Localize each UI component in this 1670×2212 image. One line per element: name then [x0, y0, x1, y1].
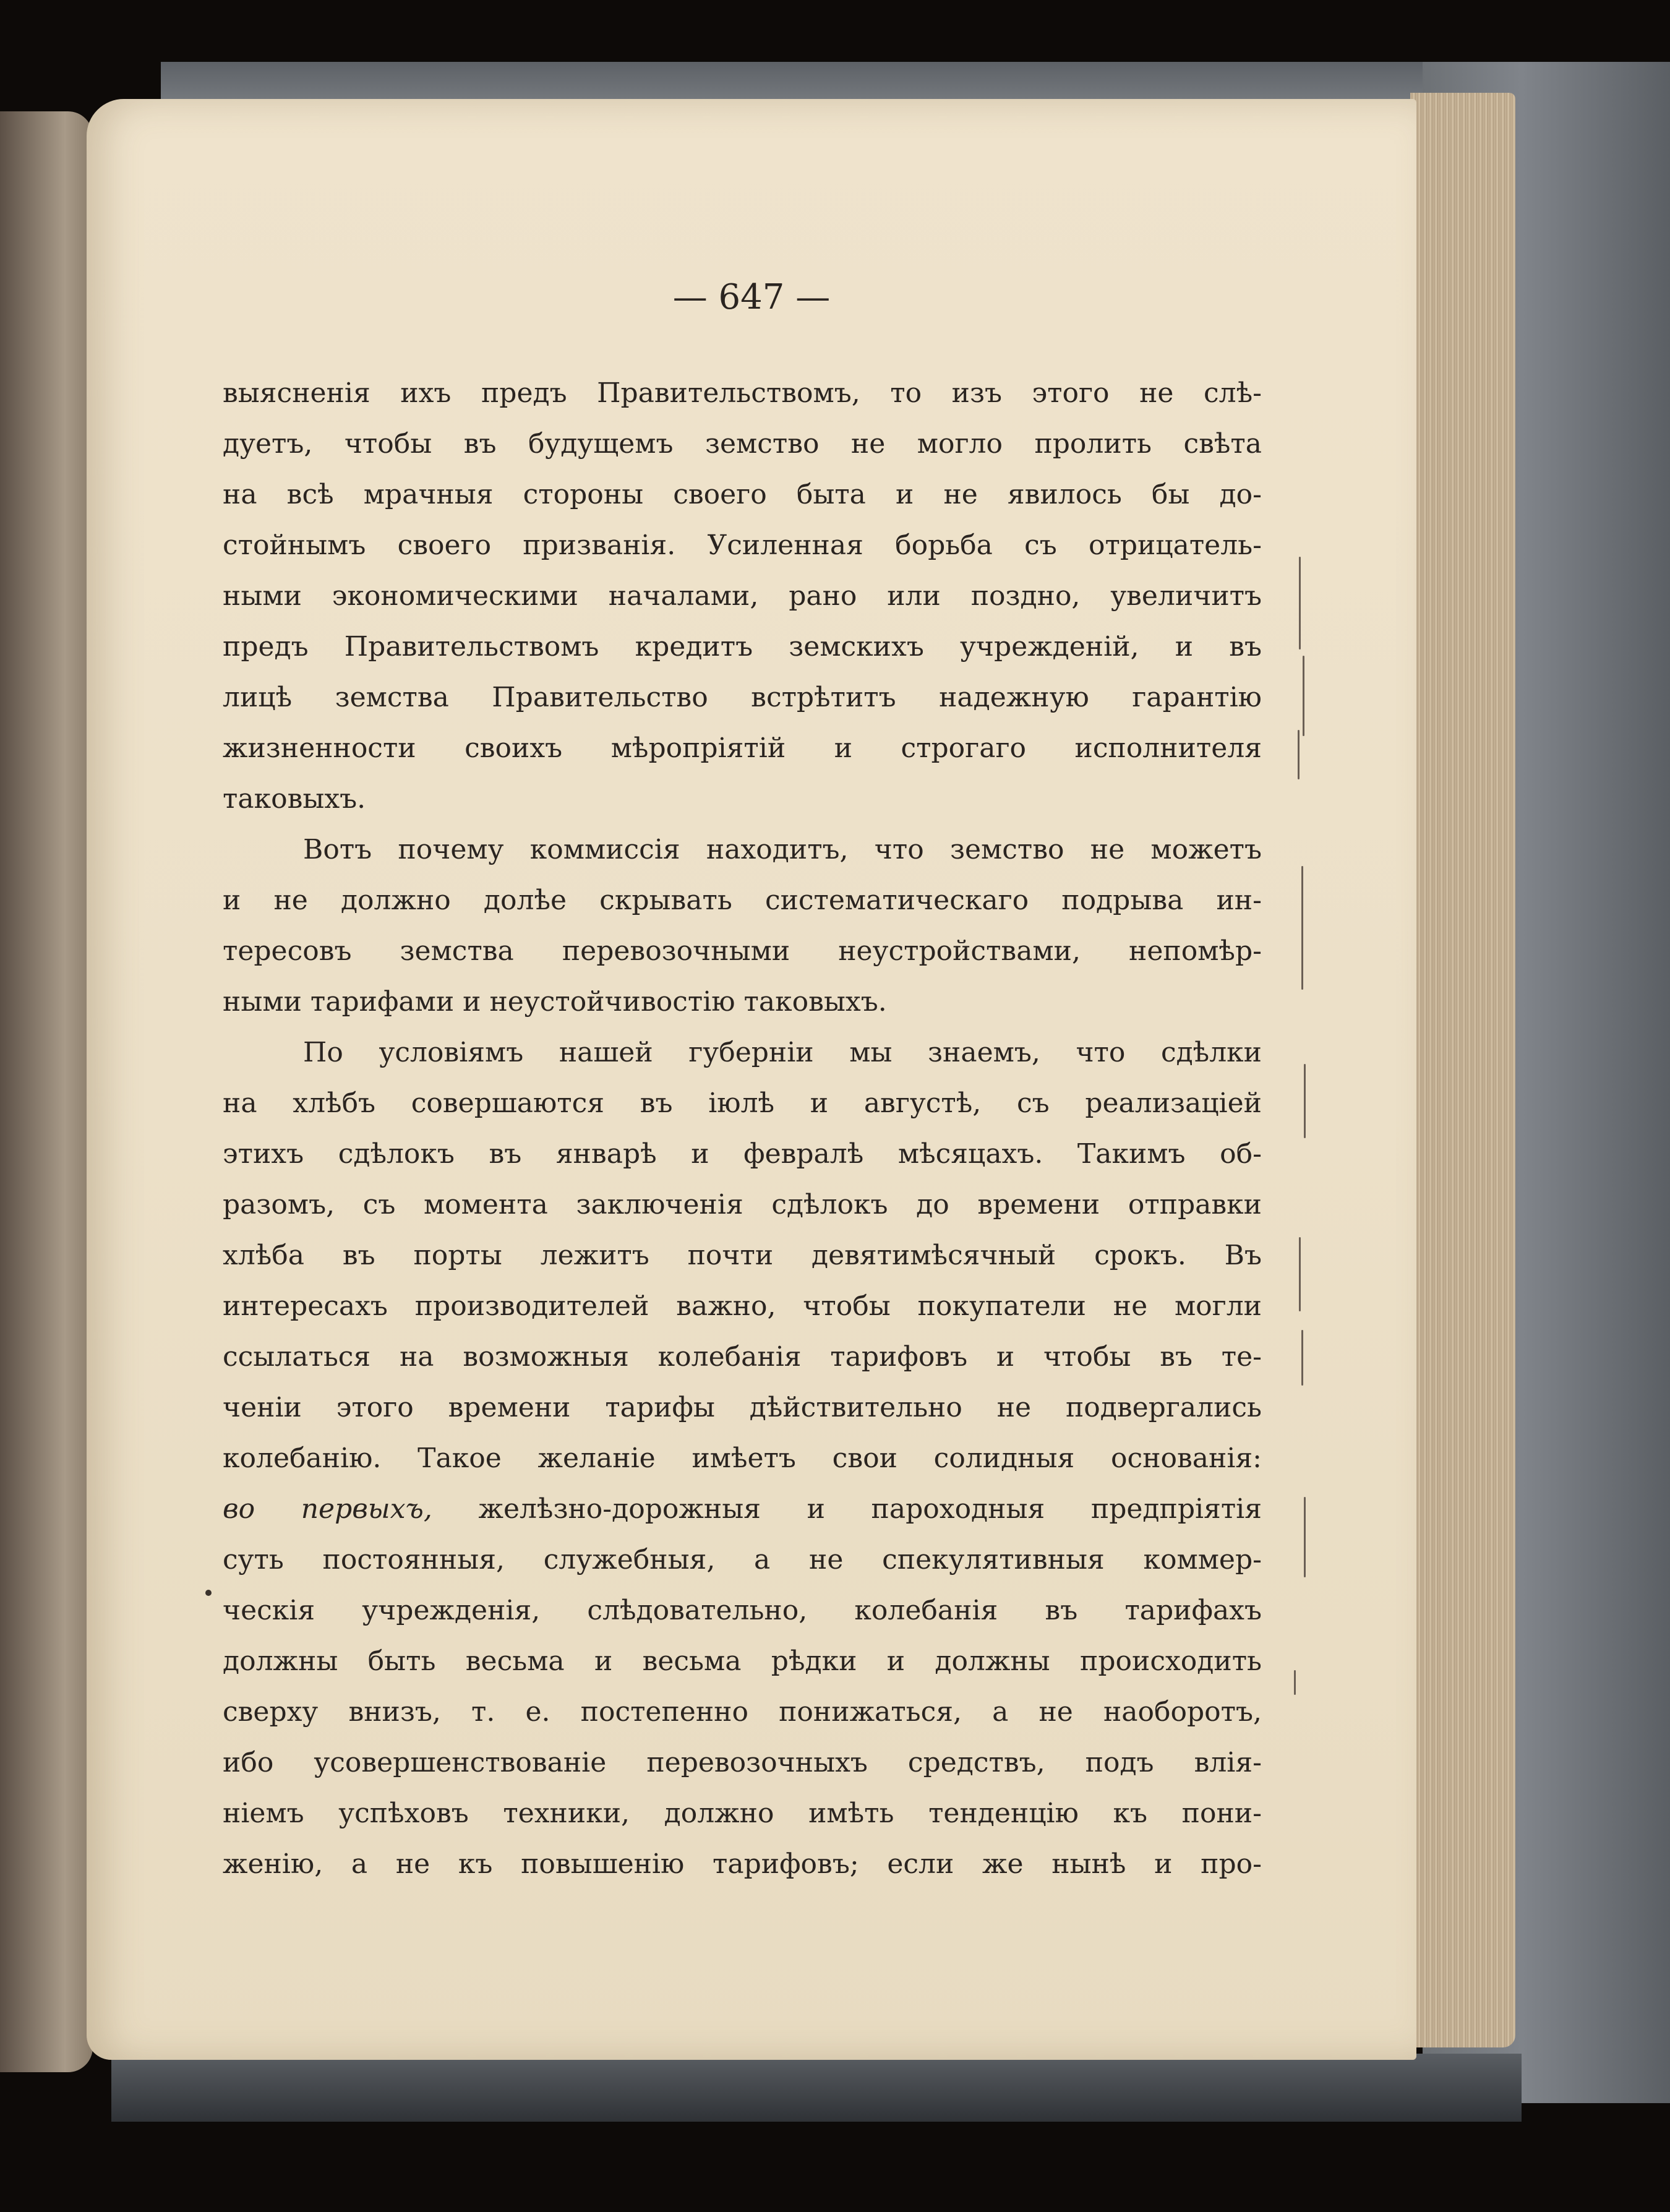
page-edges: [1410, 93, 1515, 2047]
text-line: и не должно долѣе скрывать систематическаго подрыва ин-: [223, 885, 1262, 916]
text-line: ченіи этого времени тарифы дѣйствительно не подвергались: [223, 1392, 1262, 1423]
text-line: сверху внизъ, т. е. постепенно понижаться, а не наоборотъ,: [223, 1696, 1262, 1728]
text-line: ссылаться на возможныя колебанія тарифовъ и чтобы въ те-: [223, 1341, 1262, 1373]
text-line: этихъ сдѣлокъ въ январѣ и февралѣ мѣсяцахъ. Такимъ об-: [223, 1138, 1262, 1170]
text-line: ными тарифами и неустойчивостію таковыхъ.: [223, 986, 887, 1018]
text-line: лицѣ земства Правительство встрѣтитъ надежную гарантію: [223, 682, 1262, 713]
text-line: женію, а не къ повышенію тарифовъ; если же нынѣ и про-: [223, 1848, 1262, 1880]
text-line: предъ Правительствомъ кредитъ земскихъ учрежденій, и въ: [223, 631, 1262, 662]
text-line: интересахъ производителей важно, чтобы покупатели не могли: [223, 1290, 1262, 1322]
margin-pencil-mark: [1298, 730, 1300, 779]
margin-pencil-mark: [1299, 557, 1301, 649]
book-cover-bottom: [111, 2054, 1522, 2122]
text-line: тересовъ земства перевозочными неустройствами, непомѣр-: [223, 935, 1262, 967]
text-line-italic-lead: [223, 1484, 1262, 1535]
margin-pencil-mark: [1304, 1497, 1306, 1577]
margin-pencil-mark: [1304, 1064, 1306, 1138]
text-line: выясненія ихъ предъ Правительствомъ, то изъ этого не слѣ-: [223, 377, 1262, 409]
left-page-edge: [0, 111, 93, 2072]
text-line: колебанію. Такое желаніе имѣетъ свои солидныя основанія:: [223, 1443, 1262, 1474]
text-line: разомъ, съ момента заключенія сдѣлокъ до времени отправки: [223, 1189, 1262, 1220]
text-line: ніемъ успѣховъ техники, должно имѣть тенденцію къ пони-: [223, 1798, 1262, 1829]
margin-pencil-mark: [1294, 1670, 1296, 1695]
page-number: — 647 —: [672, 277, 831, 317]
text-line: хлѣба въ порты лежитъ почти девятимѣсячный срокъ. Въ: [223, 1240, 1262, 1271]
text-line: на хлѣбъ совершаются въ іюлѣ и августѣ, съ реализаціей: [223, 1087, 1262, 1119]
text-line: жизненности своихъ мѣропріятій и строгаго исполнителя: [223, 732, 1262, 764]
margin-pencil-mark: [1301, 866, 1303, 990]
ink-dot-mark: [205, 1590, 212, 1596]
text-line: ибо усовершенствованіе перевозочныхъ средствъ, подъ влія-: [223, 1747, 1262, 1778]
paragraph-start: По условіямъ нашей губерніи мы знаемъ, что сдѣлки: [303, 1037, 1262, 1068]
margin-pencil-mark: [1303, 656, 1304, 736]
text-line: суть постоянныя, служебныя, а не спекулятивныя коммер-: [223, 1544, 1262, 1575]
text-line: ческія учрежденія, слѣдовательно, колебанія въ тарифахъ: [223, 1595, 1262, 1626]
text-line: стойнымъ своего призванія. Усиленная борьба съ отрицатель-: [223, 529, 1262, 561]
margin-pencil-mark: [1301, 1330, 1303, 1386]
body-text: [223, 368, 1262, 1890]
text-line: ными экономическими началами, рано или поздно, увеличитъ: [223, 580, 1262, 612]
text-line: дуетъ, чтобы въ будущемъ земство не могло пролить свѣта: [223, 428, 1262, 460]
text-line: должны быть весьма и весьма рѣдки и должны происходить: [223, 1645, 1262, 1677]
italic-phrase: во первыхъ,: [223, 1493, 432, 1525]
margin-pencil-mark: [1299, 1237, 1301, 1311]
text-line: таковыхъ.: [223, 783, 366, 815]
text-line: на всѣ мрачныя стороны своего быта и не явилось бы до-: [223, 479, 1262, 510]
paragraph-start: Вотъ почему коммиссія находитъ, что земство не можетъ: [303, 834, 1262, 865]
line-rest: желѣзно-дорожныя и пароходныя предпріятія: [432, 1493, 1262, 1525]
